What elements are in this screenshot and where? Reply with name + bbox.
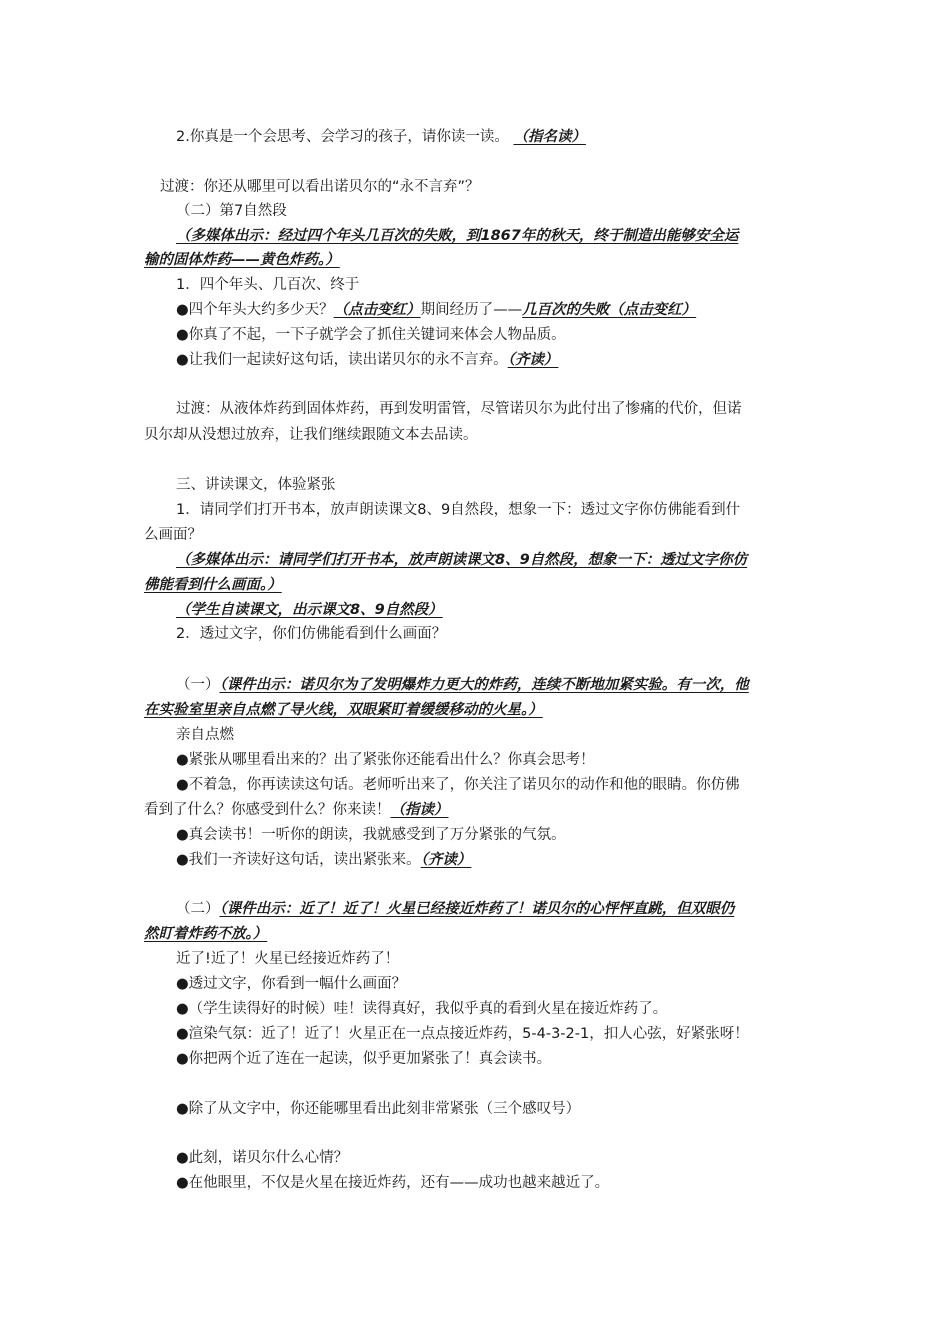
keyword-line: 近了!近了！火星已经接近炸药了！: [176, 951, 400, 967]
bullet-line: ●四个年头大约多少天？（点击变红）期间经历了——几百次的失败（点击变红）: [176, 302, 697, 318]
bullet-line: 看到了什么？你感受到什么？你来读！（指读）: [144, 802, 449, 818]
courseware-line: （二）（课件出示：近了！近了！火星已经接近炸药了！诺贝尔的心怦怦直跳，但双眼仍: [176, 901, 735, 917]
bullet-line: ●我们一齐读好这句话，读出紧张来。（齐读）: [176, 852, 472, 868]
bullet-line: ●真会读书！一听你的朗读，我就感受到了万分紧张的气氛。: [176, 827, 566, 843]
paragraph-line: 2．透过文字，你们仿佛能看到什么画面？: [176, 626, 447, 642]
courseware-line: 然盯着炸药不放。）: [144, 926, 268, 942]
media-note-line: （多媒体出示：经过四个年头几百次的失败，到1867年的秋天，终于制造出能够安全运: [176, 228, 739, 244]
bullet-line: ●不着急，你再读读这句话。老师听出来了，你关注了诺贝尔的动作和他的眼睛。你仿佛: [176, 777, 740, 793]
transition-line: 过渡：你还从哪里可以看出诺贝尔的“永不言弃”？: [160, 179, 480, 195]
paragraph-line: 么画面？: [144, 527, 202, 543]
media-note-line: （多媒体出示：请同学们打开书本，放声朗读课文8、9自然段，想象一下：透过文字你仿: [176, 552, 748, 568]
bullet-line: ●你真了不起，一下子就学会了抓住关键词来体会人物品质。: [176, 327, 566, 343]
bullet-line: ●渲染气氛：近了！近了！火星正在一点点接近炸药，5-4-3-2-1，扣人心弦，好紧张呀！: [176, 1026, 749, 1042]
bullet-line: ●除了从文字中，你还能哪里看出此刻非常紧张（三个感叹号）: [176, 1101, 581, 1117]
media-note-line: （学生自读课文，出示课文8、9自然段）: [176, 602, 443, 618]
bullet-line: ●在他眼里，不仅是火星在接近炸药，还有——成功也越来越近了。: [176, 1175, 610, 1191]
courseware-line: （一）（课件出示：诺贝尔为了发明爆炸力更大的炸药，连续不断地加紧实验。有一次，他: [176, 677, 749, 693]
paragraph-line: 2.你真是一个会思考、会学习的孩子，请你读一读。 （指名读）: [176, 129, 586, 145]
bullet-line: ●此刻，诺贝尔什么心情？: [176, 1150, 349, 1166]
media-note-line: 佛能看到什么画面。）: [144, 577, 282, 593]
bullet-line: ●透过文字，你看到一幅什么画面？: [176, 976, 407, 992]
section-heading: （二）第7自然段: [176, 203, 287, 219]
media-note-line: 输的固体炸药——黄色炸药。）: [144, 252, 340, 268]
courseware-line: 在实验室里亲自点燃了导火线，双眼紧盯着缓缓移动的火星。）: [144, 702, 543, 718]
bullet-line: ●紧张从哪里看出来的？出了紧张你还能看出什么？你真会思考！: [176, 752, 595, 768]
paragraph-line: 1．请同学们打开书本，放声朗读课文8、9自然段，想象一下：透过文字你仿佛能看到什: [176, 502, 741, 518]
bullet-line: ●让我们一起读好这句话，读出诺贝尔的永不言弃。（齐读）: [176, 352, 559, 368]
transition-line: 过渡：从液体炸药到固体炸药，再到发明雷管，尽管诺贝尔为此付出了惨痛的代价，但诺: [176, 401, 742, 417]
transition-line: 贝尔却从没想过放弃，让我们继续跟随文本去品读。: [144, 427, 478, 443]
keyword-line: 亲自点燃: [176, 727, 234, 743]
section-heading: 三、讲读课文，体验紧张: [176, 477, 336, 493]
bullet-line: ●你把两个近了连在一起读，似乎更加紧张了！真会读书。: [176, 1051, 552, 1067]
paragraph-line: 1．四个年头、几百次、终于: [176, 277, 360, 293]
bullet-line: ●（学生读得好的时候）哇！读得真好，我似乎真的看到火星在接近炸药了。: [176, 1001, 668, 1017]
